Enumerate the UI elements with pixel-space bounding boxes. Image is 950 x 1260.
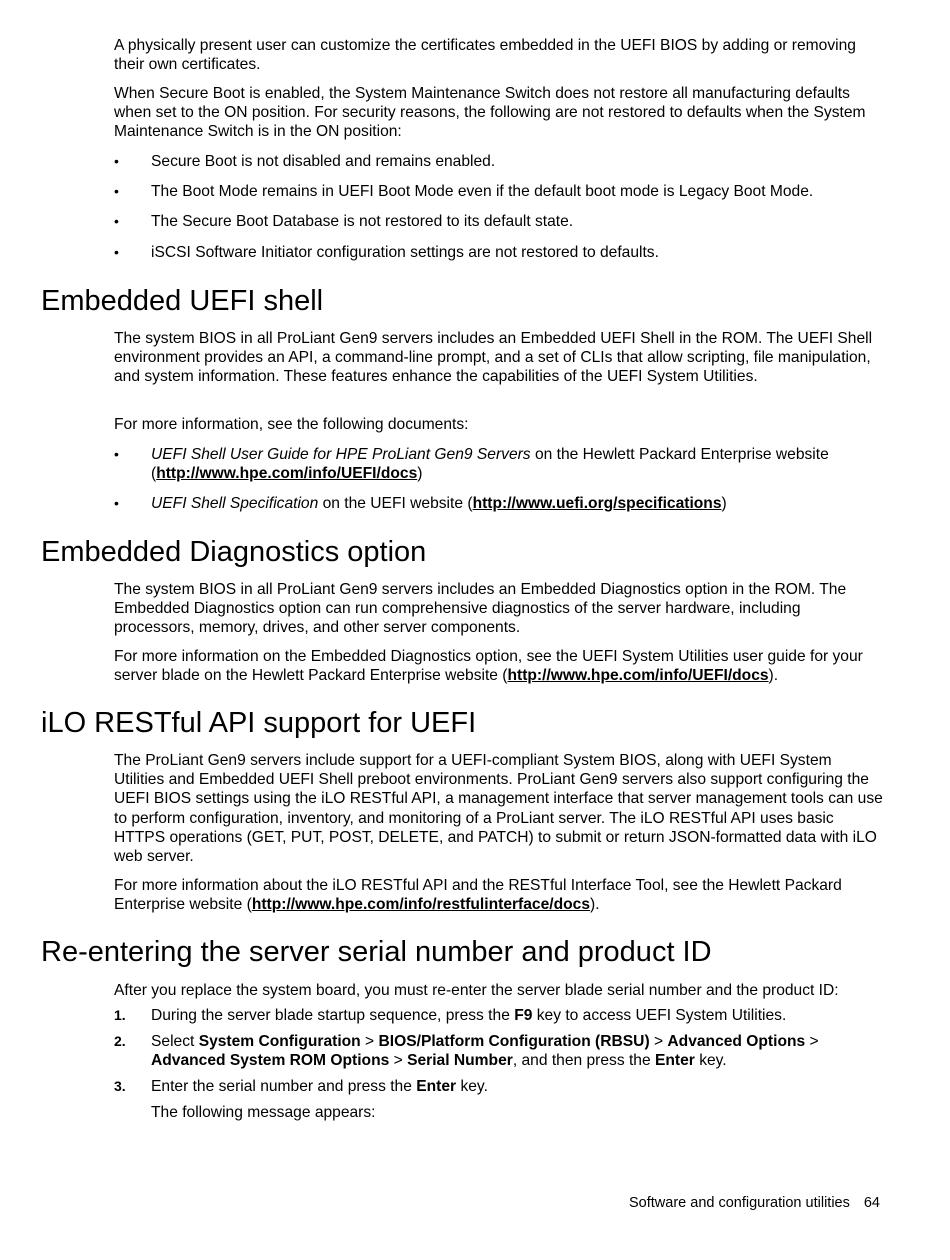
- bullet-icon: •: [114, 495, 119, 511]
- list-item-text: Secure Boot is not disabled and remains enabled.: [151, 153, 496, 170]
- bullet-icon: •: [114, 244, 119, 260]
- bullet-icon: •: [114, 446, 119, 462]
- heading-embedded-uefi-shell: Embedded UEFI shell: [41, 285, 324, 317]
- menu-path-item: Serial Number: [407, 1052, 513, 1070]
- intro-paragraph-certificates: A physically present user can customize the certificates embedded in the UEFI BIOS by adding or removing their own certificates.: [114, 37, 856, 74]
- menu-path-item: System Configuration: [198, 1033, 361, 1050]
- heading-ilo-restful-api: iLO RESTful API support for UEFI: [41, 707, 477, 739]
- menu-path-item: Advanced System ROM Options: [151, 1052, 390, 1070]
- restful-more-info: For more information about the iLO RESTful API and the RESTful Interface Tool, see the Hewlett Packard Enterprise website (http://www.hpe.com/info/restfulinterface/docs).: [114, 877, 842, 914]
- bullet-icon: •: [114, 213, 119, 229]
- step-text: During the server blade startup sequence, press the F9 key to access UEFI System Utilities.: [151, 1007, 787, 1024]
- step-text: Enter the serial number and press the Enter key.: [151, 1078, 488, 1095]
- shell-description: The system BIOS in all ProLiant Gen9 servers includes an Embedded UEFI Shell in the ROM. The UEFI Shell environment provides an API, a command-line prompt, and a set of CLIs that allow scripting, file manipulation, and system information. These features enhance the capabilities of the UEFI System Utilities.: [114, 330, 873, 386]
- doc-title: UEFI Shell Specification: [151, 495, 319, 512]
- heading-embedded-diagnostics: Embedded Diagnostics option: [41, 536, 427, 568]
- step-3-message: The following message appears:: [151, 1104, 376, 1121]
- list-item-text: The Boot Mode remains in UEFI Boot Mode even if the default boot mode is Legacy Boot Mode.: [151, 183, 814, 200]
- list-item-text: The Secure Boot Database is not restored to its default state.: [151, 213, 574, 230]
- menu-path-item: Advanced Options: [667, 1033, 806, 1050]
- doc-title: UEFI Shell User Guide for HPE ProLiant Gen9 Servers: [151, 446, 531, 463]
- list-item-text: UEFI Shell Specification on the UEFI website (http://www.uefi.org/specifications): [151, 495, 727, 512]
- restful-interface-docs-link[interactable]: http://www.hpe.com/info/restfulinterface/docs: [251, 896, 590, 914]
- uefi-specifications-link[interactable]: http://www.uefi.org/specifications: [472, 495, 722, 512]
- serial-intro: After you replace the system board, you must re-enter the server blade serial number and the product ID:: [114, 982, 839, 999]
- page-number: 64: [863, 1195, 880, 1211]
- shell-more-info: For more information, see the following documents:: [114, 416, 469, 433]
- restful-description: The ProLiant Gen9 servers include support for a UEFI-compliant System BIOS, along with UEFI System Utilities and Embedded UEFI Shell preboot environments. ProLiant Gen9 servers also support configuring the UEFI BIOS settings using the iLO RESTful API, a management interface that server management tools can use to perform configuration, inventory, and monitoring of a ProLiant server. The iLO RESTful API uses basic HTTPS operations (GET, PUT, POST, DELETE, and PATCH) to submit or return JSON-formatted data with iLO web server.: [114, 752, 883, 866]
- diagnostics-description: The system BIOS in all ProLiant Gen9 servers includes an Embedded Diagnostics option in the ROM. The Embedded Diagnostics option can run comprehensive diagnostics of the server hardware, including processors, memory, drives, and other server components.: [114, 581, 847, 637]
- key-name: F9: [514, 1007, 533, 1024]
- uefi-docs-link[interactable]: http://www.hpe.com/info/UEFI/docs: [156, 465, 418, 483]
- footer-section-title: Software and configuration utilities: [629, 1195, 850, 1211]
- page-footer: [540, 1194, 880, 1212]
- diagnostics-more-info: For more information on the Embedded Diagnostics option, see the UEFI System Utilities user guide for your server blade on the Hewlett Packard Enterprise website (http://www.hpe.com/info/UEFI/docs).: [114, 648, 863, 685]
- list-item-text: iSCSI Software Initiator configuration settings are not restored to defaults.: [151, 244, 659, 261]
- key-name: Enter: [416, 1078, 457, 1095]
- list-item-text: UEFI Shell User Guide for HPE ProLiant Gen9 Servers on the Hewlett Packard Enterprise website (http://www.hpe.com/info/UEFI/docs): [151, 446, 829, 483]
- step-number: 3.: [114, 1078, 126, 1094]
- uefi-docs-link[interactable]: http://www.hpe.com/info/UEFI/docs: [507, 667, 769, 685]
- step-text: Select System Configuration > BIOS/Platform Configuration (RBSU) > Advanced Options > Advanced System ROM Options > Serial Number, and then press the Enter key.: [151, 1033, 819, 1070]
- heading-reentering-serial-number: Re-entering the server serial number and product ID: [41, 936, 712, 968]
- step-number: 1.: [114, 1007, 126, 1023]
- key-name: Enter: [654, 1052, 695, 1070]
- bullet-icon: •: [114, 183, 119, 199]
- step-number: 2.: [114, 1033, 126, 1049]
- menu-path-item: BIOS/Platform Configuration (RBSU): [378, 1033, 650, 1050]
- bullet-icon: •: [114, 153, 119, 169]
- intro-paragraph-secure-boot: When Secure Boot is enabled, the System Maintenance Switch does not restore all manufacturing defaults when set to the ON position. For security reasons, the following are not restored to defaults when the System Maintenance Switch is in the ON position:: [114, 85, 866, 141]
